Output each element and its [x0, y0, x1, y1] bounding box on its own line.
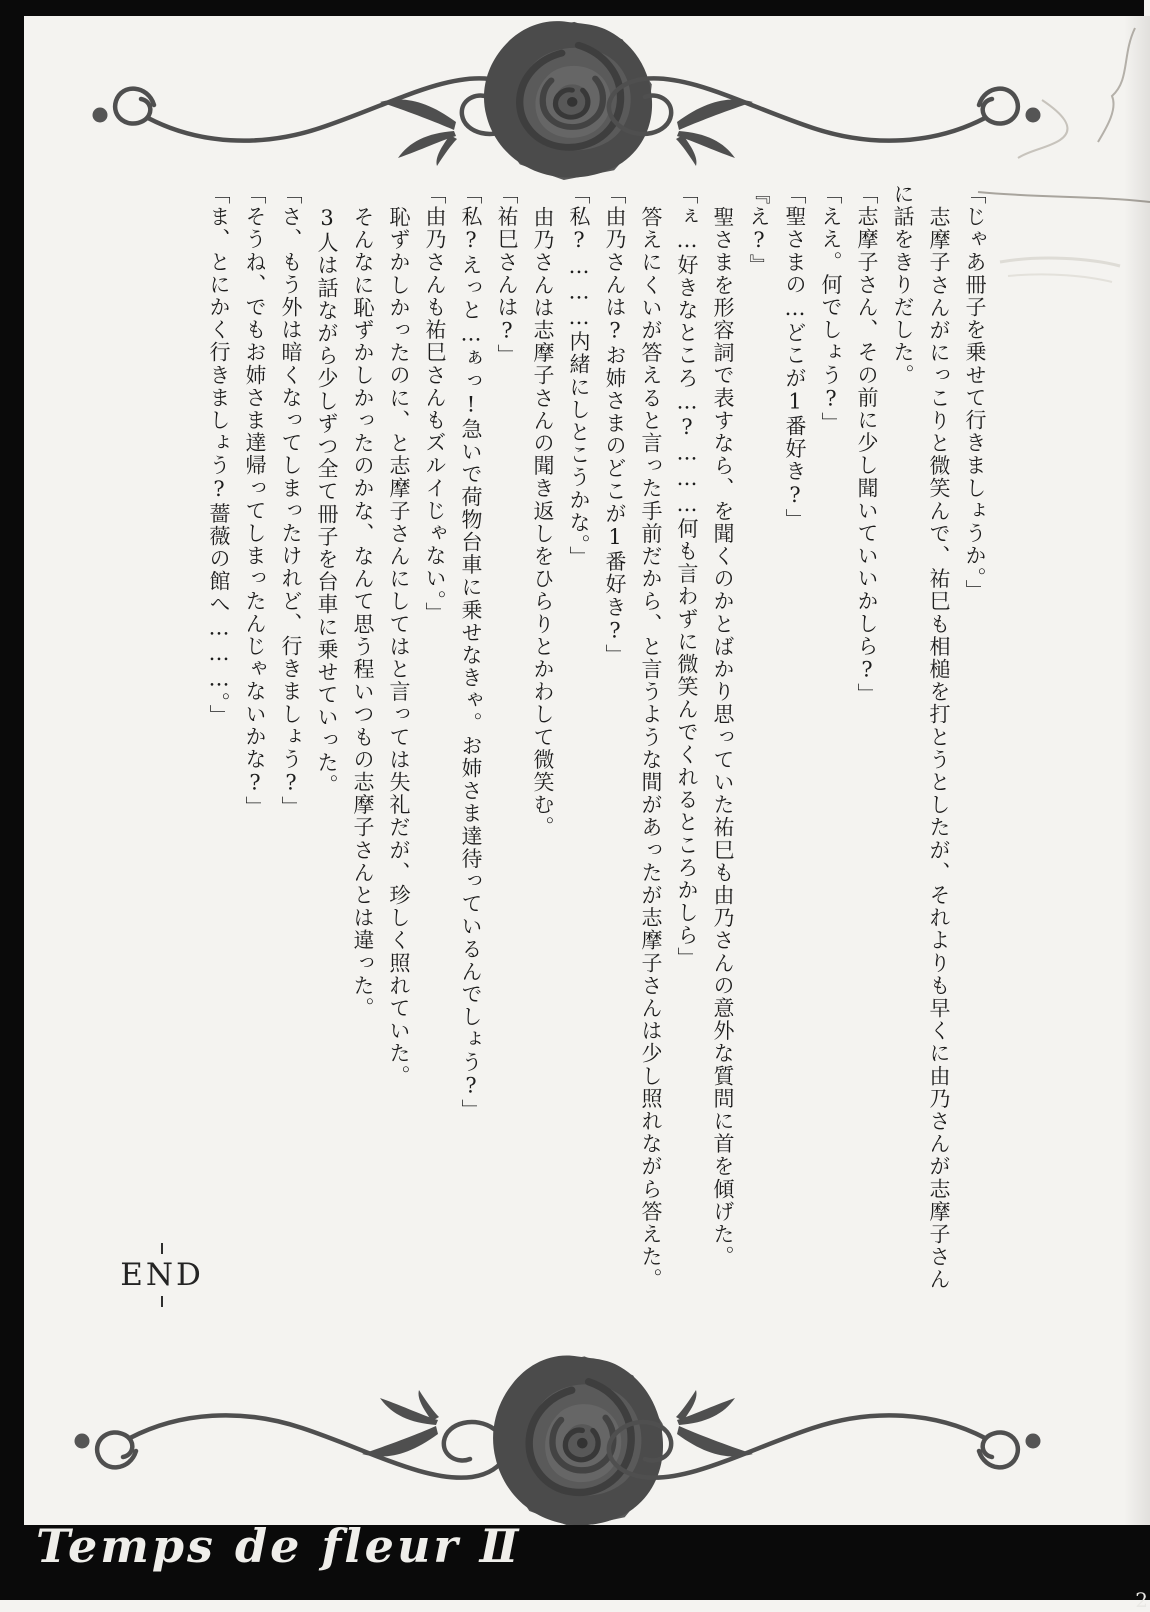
story-paragraph: 「志摩子さん、その前に少し聞いていいかしら?」 — [855, 183, 879, 706]
end-tick-top — [161, 1243, 163, 1254]
story-paragraph: 由乃さんは志摩子さんの聞き返しをひらりとかわして微笑む。 — [531, 206, 555, 839]
story-paragraph: 『え?』 — [747, 183, 771, 277]
flourish-left-icon — [70, 1389, 520, 1529]
story-paragraph: 志摩子さんがにっこりと微笑んで、祐巳も相槌を打とうとしたが、それよりも早くに由乃さんが志摩子さんに話をきりだした。 — [891, 183, 951, 1291]
story-paragraph: 「ぇ…好きなところ…?………何も言わずに微笑んでくれるところかしら」 — [675, 183, 699, 970]
scan-edge-left — [0, 0, 24, 1600]
story-paragraph: 3人は話ながら少しずつ全て冊子を台車に乗せていった。 — [315, 206, 339, 797]
story-paragraph: 恥ずかしかったのに、と志摩子さんにしてはと言っては失礼だが、珍しく照れていた。 — [387, 206, 411, 1088]
story-paragraph: そんなに恥ずかしかったのかな、なんて思う程いつもの志摩子さんとは違った。 — [351, 206, 375, 1020]
story-paragraph: 「由乃さんは?お姉さまのどこが1番好き?」 — [603, 183, 627, 667]
flourish-right-icon — [595, 1389, 1045, 1529]
page-title: Temps de fleur Ⅱ — [36, 1519, 522, 1573]
story-paragraph: 「そうね、でもお姉さま達帰ってしまったんじゃないかな?」 — [243, 183, 267, 819]
page-edge-shade — [1124, 16, 1150, 1525]
end-label: END — [120, 1257, 204, 1293]
story-paragraph: 「さ、もう外は暗くなってしまったけれど、行きましょう?」 — [279, 183, 303, 819]
story-paragraph: 「祐巳さんは?」 — [495, 183, 519, 367]
story-paragraph: 「由乃さんも祐巳さんもズルイじゃない。」 — [423, 183, 447, 625]
story-text — [201, 183, 993, 1305]
end-mark — [110, 1243, 214, 1307]
story-paragraph: 聖さまを形容詞で表すなら、を聞くのかとばかり思っていた祐巳も由乃さんの意外な質問に首を傾げた。 — [711, 206, 735, 1269]
flourish-left-icon — [88, 27, 538, 167]
scan-edge-top — [0, 0, 1146, 16]
story-paragraph: 「聖さまの…どこが1番好き?」 — [783, 183, 807, 531]
page-corner-mark: 2 — [1135, 1588, 1148, 1612]
story-paragraph: 「じゃあ冊子を乗せて行きましょうか。」 — [963, 183, 987, 602]
story-paragraph: 答えにくいが答えると言った手前だから、と言うような間があったが志摩子さんは少し照れながら答えた。 — [639, 206, 663, 1291]
end-tick-bottom — [161, 1296, 163, 1307]
story-paragraph: 「私?………内緒にしとこうかな。」 — [567, 183, 591, 569]
story-paragraph: 「ええ。何でしょう?」 — [819, 183, 843, 435]
story-paragraph: 「私?えっと…ぁっ!急いで荷物台車に乗せなきゃ。お姉さま達待っているんでしょう?」 — [459, 183, 483, 1122]
title-band — [0, 1519, 1150, 1612]
scan-edge-top-corner — [1144, 0, 1150, 16]
flourish-right-icon — [595, 27, 1045, 167]
story-paragraph: 「ま、とにかく行きましょう?薔薇の館へ………。」 — [207, 183, 231, 727]
